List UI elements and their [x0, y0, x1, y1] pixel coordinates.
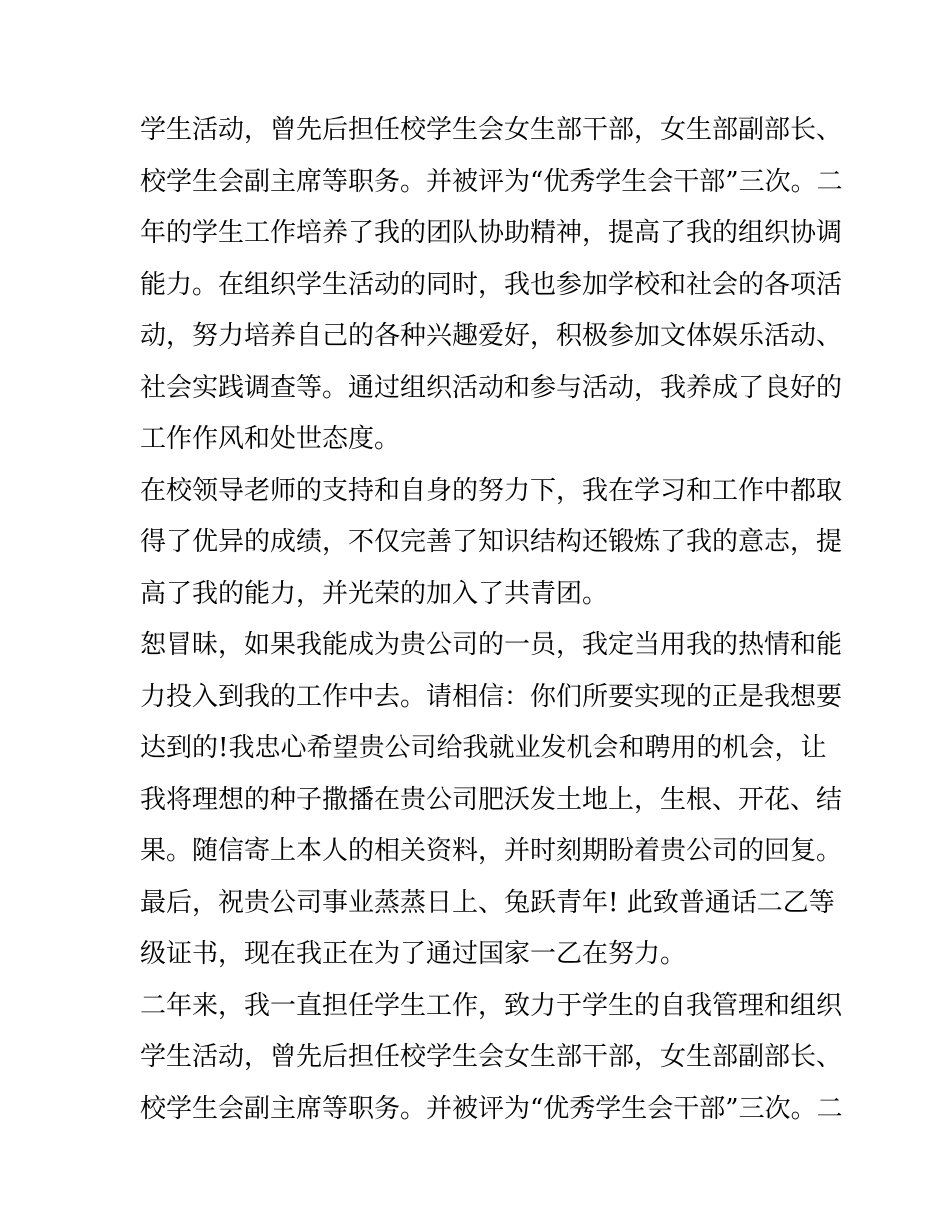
text-line: 力投入到我的工作中去。请相信：你们所要实现的正是我想要 — [140, 681, 843, 712]
text-line: 年的学生工作培养了我的团队协助精神，提高了我的组织协调 — [140, 218, 843, 248]
text-line: 最后，祝贵公司事业蒸蒸日上、兔跃青年! 此致普通话二乙等 — [140, 887, 835, 918]
text-line: 得了优异的成绩，不仅完善了知识结构还锻炼了我的意志，提 — [140, 527, 843, 557]
text-line: 恕冒昧，如果我能成为贵公司的一员，我定当用我的热情和能 — [140, 630, 843, 660]
text-line: 达到的!我忠心希望贵公司给我就业发机会和聘用的机会，让 — [140, 733, 827, 763]
text-line: 社会实践调查等。通过组织活动和参与活动，我养成了良好的 — [140, 372, 843, 403]
text-line: 高了我的能力，并光荣的加入了共青团。 — [140, 578, 609, 609]
text-line: 在校领导老师的支持和自身的努力下，我在学习和工作中都取 — [140, 475, 843, 506]
text-line: 我将理想的种子撒播在贵公司肥沃发土地上，生根、开花、结 — [140, 784, 843, 815]
text-line: 校学生会副主席等职务。并被评为“优秀学生会干部”三次。二 — [140, 166, 843, 197]
text-line: 能力。在组织学生活动的同时，我也参加学校和社会的各项活 — [140, 269, 843, 300]
text-line: 学生活动，曾先后担任校学生会女生部干部，女生部副部长、 — [140, 115, 843, 145]
text-line: 级证书，现在我正在为了通过国家一乙在努力。 — [140, 939, 687, 969]
text-line: 二年来，我一直担任学生工作，致力于学生的自我管理和组织 — [140, 990, 843, 1021]
text-line: 果。随信寄上本人的相关资料，并时刻期盼着贵公司的回复。 — [140, 836, 843, 866]
text-line: 工作作风和处世态度。 — [140, 424, 401, 454]
text-line: 动，努力培养自己的各种兴趣爱好，积极参加文体娱乐活动、 — [140, 321, 843, 351]
text-line: 学生活动，曾先后担任校学生会女生部干部，女生部副部长、 — [140, 1042, 843, 1072]
text-line: 校学生会副主席等职务。并被评为“优秀学生会干部”三次。二 — [140, 1093, 843, 1124]
letter-body — [140, 105, 843, 1135]
